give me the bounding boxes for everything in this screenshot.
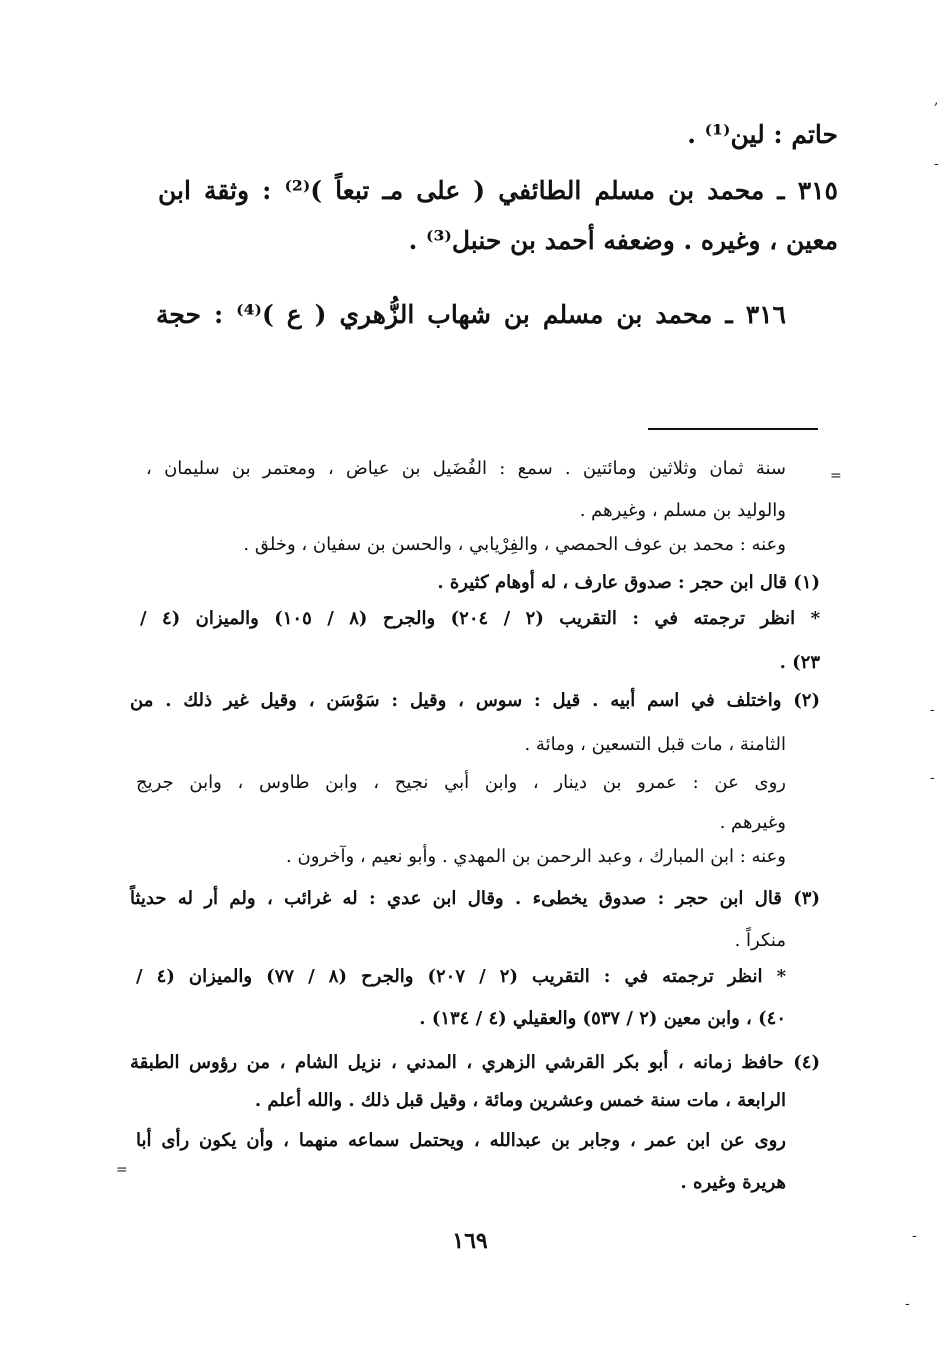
main-line-4: ٣١٦ ـ محمد بن مسلم بن شهاب الزُّهري ( ع )⁽⁴⁾ : حجة	[156, 300, 786, 329]
footnote-line-2: والوليد بن مسلم ، وغيرهم .	[579, 500, 786, 521]
footnote-2-line-5: وعنه : ابن المبارك ، وعبد الرحمن بن المهدي . وأبو نعيم ، وآخرون .	[286, 846, 786, 867]
footnote-1: (١) قال ابن حجر : صدوق عارف ، له أوهام كثيرة .	[437, 572, 820, 593]
footnote-4-line-3: روى عن ابن عمر ، وجابر بن عبدالله ، ويحتمل سماعه منهما ، وأن يكون رأى أبا	[136, 1130, 786, 1151]
margin-mark-bottom-left: =	[116, 1162, 128, 1178]
footnote-2-line-2: الثامنة ، مات قبل التسعين ، ومائة .	[524, 734, 786, 755]
scan-mark-right-1: ,	[934, 92, 939, 108]
main-line-3: معين ، وغيره . وضعفه أحمد بن حنبل⁽³⁾ .	[408, 226, 838, 255]
footnote-line-3: وعنه : محمد بن عوف الحمصي ، والفِرْيابي ، والحسن بن سفيان ، وخلق .	[243, 534, 786, 555]
footnote-3: (٣) قال ابن حجر : صدوق يخطىء . وقال ابن عدي : له غرائب ، ولم أر له حديثاً	[130, 888, 820, 909]
footnote-1-refs-cont: ٢٣) .	[779, 652, 820, 673]
scan-mark-right-6: -	[905, 1296, 910, 1312]
footnote-4-line-2: الرابعة ، مات سنة خمس وعشرين ومائة ، وقيل قبل ذلك . والله أعلم .	[254, 1090, 786, 1111]
footnote-2: (٢) واختلف في اسم أبيه . قيل : سوس ، وقيل : سَوْسَن ، وقيل غير ذلك . من	[130, 690, 820, 711]
scan-mark-right-4: -	[930, 770, 935, 786]
footnote-line-1: سنة ثمان وثلاثين ومائتين . سمع : الفُضَيل بن عياض ، ومعتمر بن سليمان ،	[146, 458, 786, 479]
page-number: ١٦٩	[452, 1228, 488, 1254]
main-line-1: حاتم : لين⁽¹⁾ .	[687, 120, 838, 149]
margin-mark-top-left: =	[830, 468, 842, 484]
footnote-2-line-3: روى عن : عمرو بن دينار ، وابن أبي نجيح ، وابن طاوس ، وابن جريج	[136, 772, 786, 793]
footnote-3-refs-cont: ٤٠) ، وابن معين (٢ / ٥٣٧) والعقيلي (٤ / ١٣٤) .	[419, 1008, 786, 1029]
footnote-4: (٤) حافظ زمانه ، أبو بكر القرشي الزهري ، المدني ، نزيل الشام ، من رؤوس الطبقة	[130, 1052, 820, 1073]
scan-mark-right-5: -	[912, 1228, 917, 1244]
footnote-3-line-2: منكراً .	[734, 930, 786, 951]
footnote-2-line-4: وغيرهم .	[719, 812, 786, 833]
footnote-1-refs: * انظر ترجمته في : التقريب (٢ / ٢٠٤) والجرح (٨ / ١٠٥) والميزان (٤ /	[140, 608, 821, 629]
footnote-separator	[648, 428, 818, 430]
footnote-3-refs: * انظر ترجمته في : التقريب (٢ / ٢٠٧) والجرح (٨ / ٧٧) والميزان (٤ /	[136, 966, 787, 987]
main-line-2: ٣١٥ ـ محمد بن مسلم الطائفي ( على مـ تبعاً )⁽²⁾ : وثقة ابن	[158, 176, 838, 205]
footnote-4-line-4: هريرة وغيره .	[680, 1172, 786, 1193]
scan-mark-right-2: -	[934, 156, 939, 172]
scan-mark-right-3: -	[930, 702, 935, 718]
